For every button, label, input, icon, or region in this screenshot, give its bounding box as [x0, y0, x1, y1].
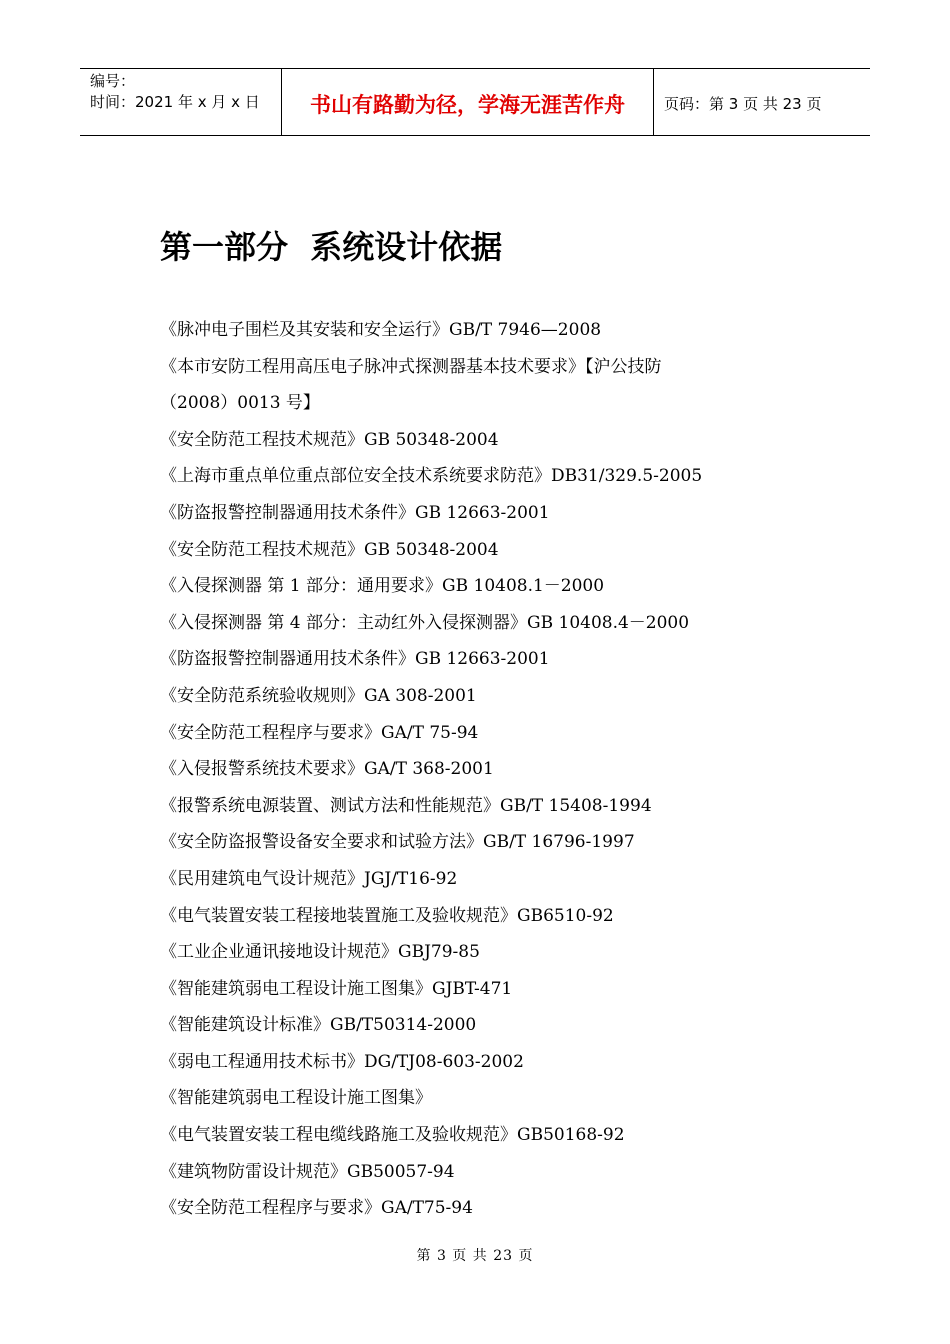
- reference-item: 《智能建筑弱电工程设计施工图集》: [160, 1088, 432, 1109]
- header-meta: [80, 69, 282, 135]
- reference-item: 《防盗报警控制器通用技术条件》GB 12663-2001: [160, 502, 550, 523]
- reference-item: 《电气装置安装工程接地装置施工及验收规范》GB6510-92: [160, 905, 614, 926]
- reference-list: [160, 312, 760, 1227]
- document-date: 时间：2021 年 x 月 x 日: [90, 93, 260, 111]
- reference-item: 《防盗报警控制器通用技术条件》GB 12663-2001: [160, 649, 550, 670]
- reference-item: 《入侵探测器 第 4 部分：主动红外入侵探测器》GB 10408.4－2000: [160, 612, 690, 633]
- reference-item: 《安全防范工程技术规范》GB 50348-2004: [160, 429, 499, 450]
- document-number-label: 编号：: [90, 72, 136, 90]
- page-footer: 第 3 页 共 23 页: [416, 1248, 534, 1264]
- reference-item: 《安全防范工程程序与要求》GA/T75-94: [160, 1198, 473, 1219]
- reference-item: 《建筑物防雷设计规范》GB50057-94: [160, 1161, 455, 1182]
- reference-item: 《脉冲电子围栏及其安装和安全运行》GB/T 7946—2008: [160, 320, 602, 340]
- reference-item: 《报警系统电源装置、测试方法和性能规范》GB/T 15408-1994: [160, 795, 652, 816]
- reference-item: 《本市安防工程用高压电子脉冲式探测器基本技术要求》【沪公技防: [160, 356, 662, 377]
- reference-item: 《民用建筑电气设计规范》JGJ/T16-92: [160, 868, 458, 889]
- reference-item: 《电气装置安装工程电缆线路施工及验收规范》GB50168-92: [160, 1125, 625, 1146]
- reference-item: 《弱电工程通用技术标书》DG/TJ08-603-2002: [160, 1051, 524, 1072]
- reference-item: 《入侵报警系统技术要求》GA/T 368-2001: [160, 759, 494, 780]
- reference-item: （2008）0013 号】: [160, 393, 320, 414]
- reference-item: 《工业企业通讯接地设计规范》GBJ79-85: [160, 942, 480, 963]
- reference-item: 《智能建筑弱电工程设计施工图集》GJBT-471: [160, 978, 513, 999]
- reference-item: 《智能建筑设计标准》GB/T50314-2000: [160, 1015, 477, 1036]
- header-page-info: 页码：第 3 页 共 23 页: [664, 94, 822, 113]
- page-header: [80, 68, 870, 136]
- section-title: 第一部分 系统设计依据: [160, 228, 503, 266]
- reference-item: 《安全防范工程程序与要求》GA/T 75-94: [160, 722, 479, 743]
- reference-item: 《安全防范系统验收规则》GA 308-2001: [160, 685, 477, 706]
- header-motto: 书山有路勤为径，学海无涯苦作舟: [282, 69, 654, 135]
- reference-item: 《安全防盗报警设备安全要求和试验方法》GB/T 16796-1997: [160, 832, 635, 853]
- reference-item: 《安全防范工程技术规范》GB 50348-2004: [160, 539, 499, 560]
- reference-item: 《入侵探测器 第 1 部分：通用要求》GB 10408.1－2000: [160, 576, 605, 597]
- reference-item: 《上海市重点单位重点部位安全技术系统要求防范》DB31/329.5-2005: [160, 466, 703, 487]
